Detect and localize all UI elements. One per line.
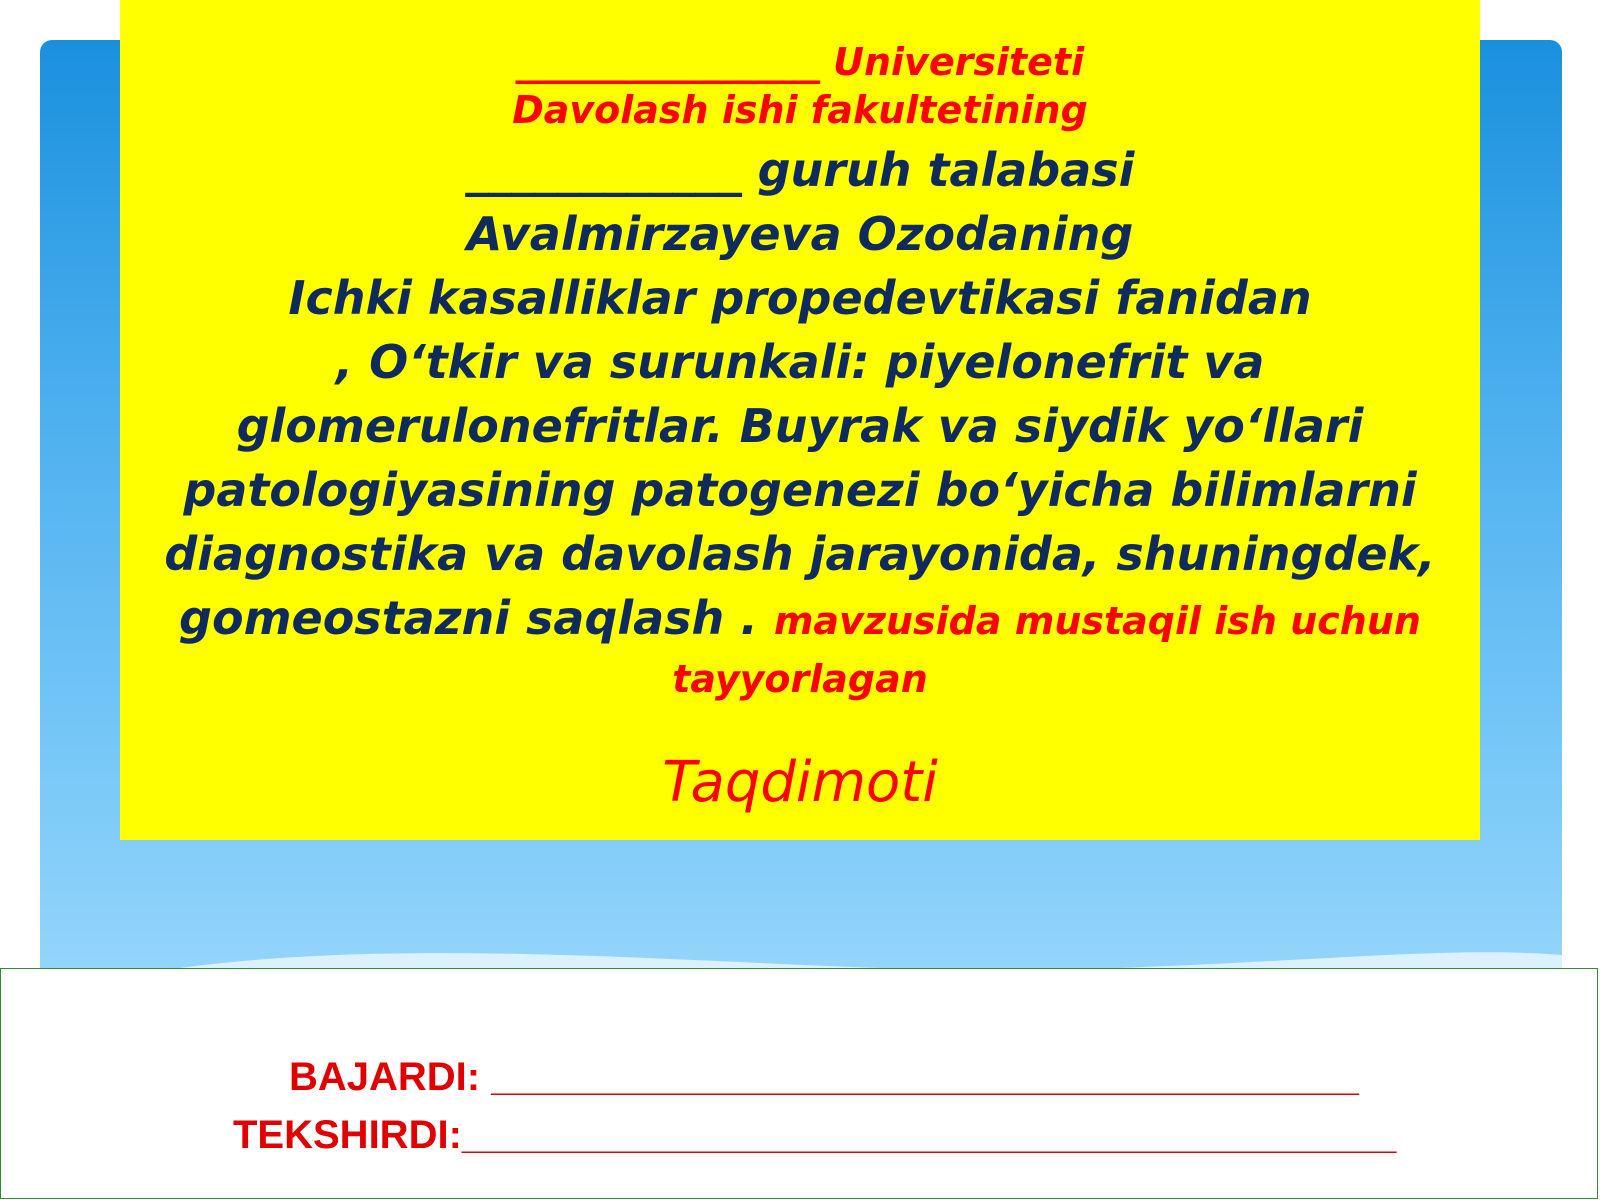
- topic-line-1: , O‘tkir va surunkali: piyelonefrit va: [335, 335, 1265, 389]
- topic-line-3: patologiyasining patogenezi bo‘yicha bilimlarni: [183, 463, 1417, 517]
- student-line: Avalmirzayeva Ozodaning: [466, 207, 1134, 261]
- topic-line-4: diagnostika va davolash jarayonida, shuningdek,: [164, 527, 1436, 581]
- topic-line-2: glomerulonefritlar. Buyrak va siydik yo‘llari: [236, 399, 1364, 453]
- topic-suffix: mavzusida mustaqil ish uchun: [773, 599, 1421, 643]
- topic-line-5-wrapper: [120, 586, 1480, 653]
- subject-line: Ichki kasalliklar propedevtikasi fanidan: [288, 271, 1312, 325]
- title-box: [120, 0, 1480, 840]
- faculty-line: Davolash ishi fakultetining: [512, 88, 1088, 132]
- prepared-line: tayyorlagan: [672, 657, 928, 701]
- topic-line-5: gomeostazni saqlash .: [179, 591, 758, 645]
- group-line: ____________ guruh talabasi: [465, 143, 1135, 197]
- presentation-label: Taqdimoti: [662, 750, 938, 815]
- bajardi-line: BAJARDI: _______________________________________: [289, 1055, 1359, 1099]
- university-line: ________________ Universiteti: [515, 40, 1085, 84]
- tekshirdi-line: TEKSHIRDI:__________________________________________: [233, 1113, 1397, 1157]
- signature-box: [0, 968, 1598, 1199]
- main-text-block: [120, 138, 1480, 653]
